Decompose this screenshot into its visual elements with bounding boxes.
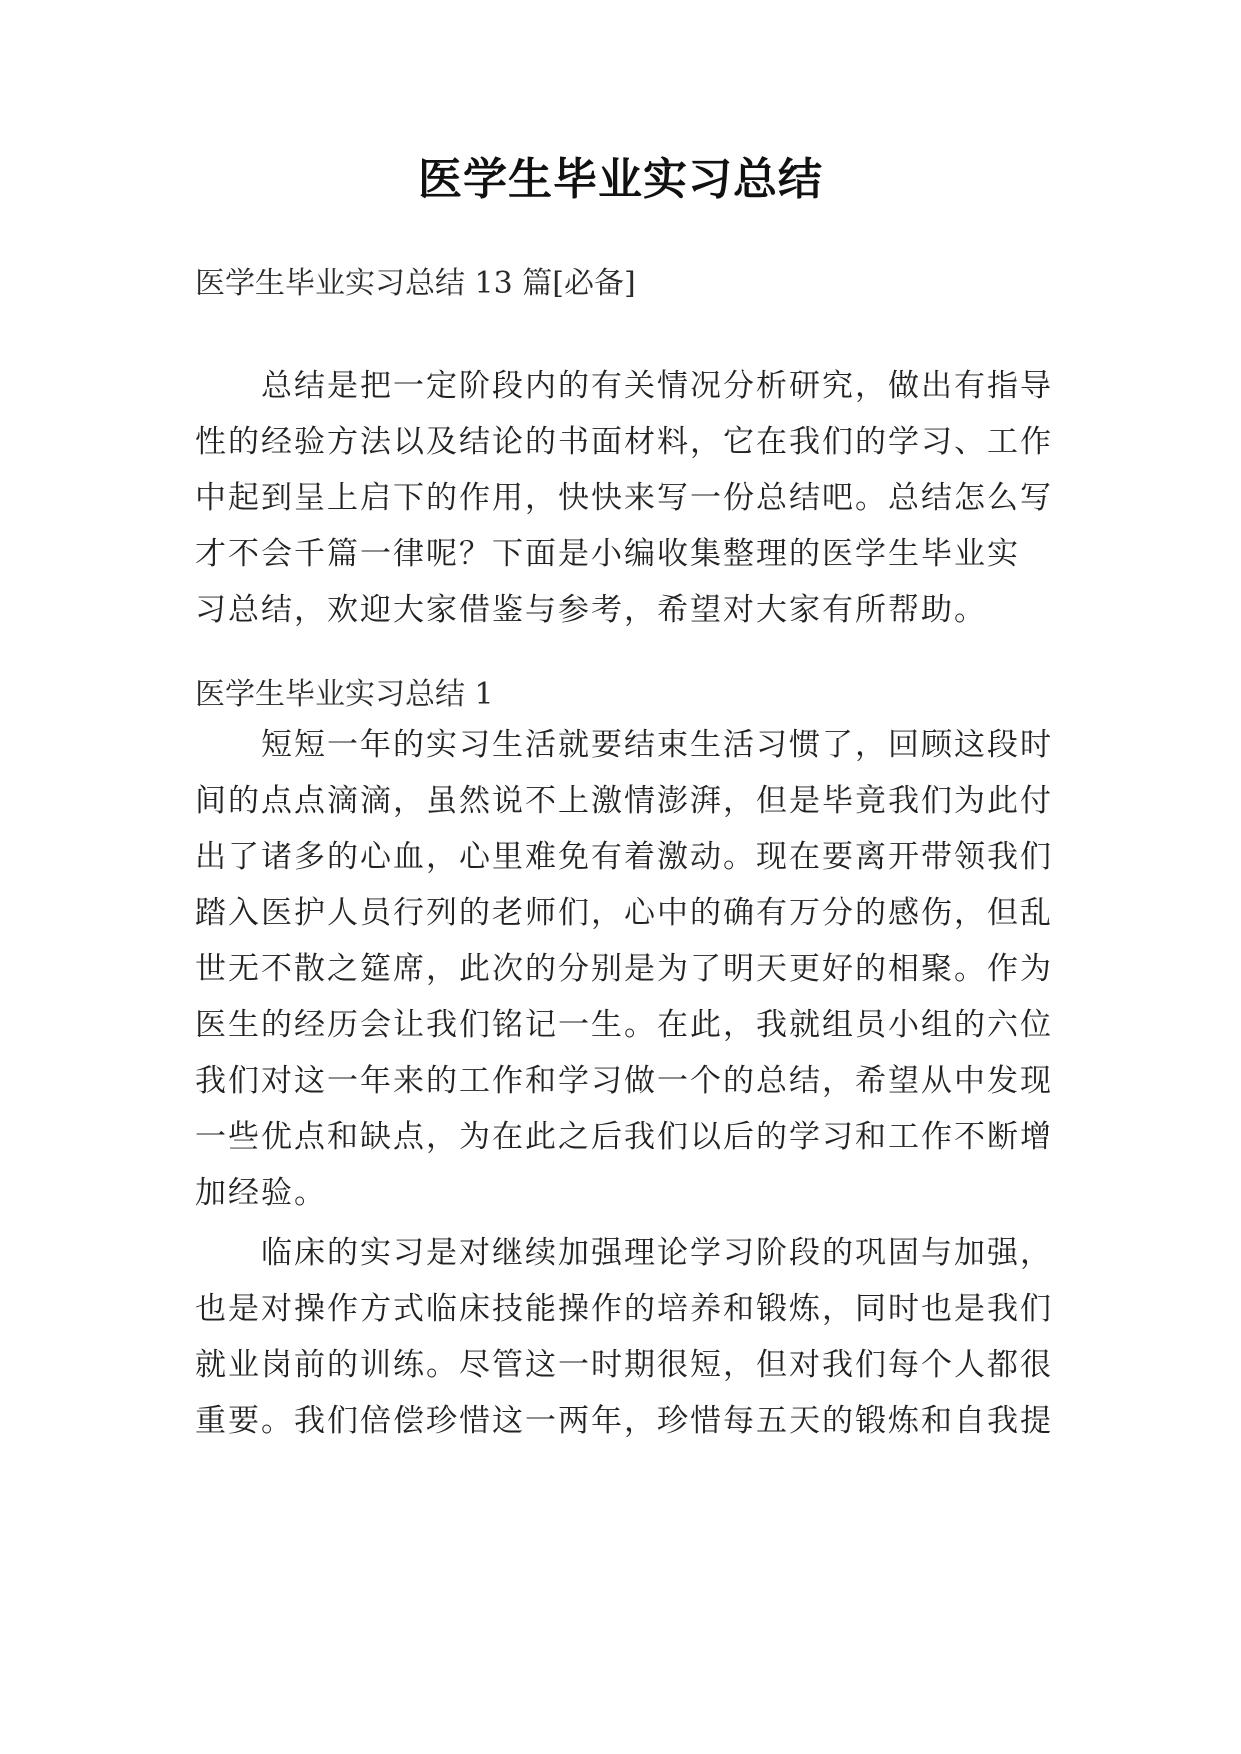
paragraph-line: 习总结，欢迎大家借鉴与参考，希望对大家有所帮助。 (195, 592, 987, 628)
paragraph-line: 重要。我们倍偿珍惜这一两年，珍惜每五天的锻炼和自我提 (195, 1403, 1053, 1439)
paragraph-line: 世无不散之筵席，此次的分别是为了明天更好的相聚。作为 (195, 951, 1053, 987)
paragraph-line: 一些优点和缺点，为在此之后我们以后的学习和工作不断增 (195, 1119, 1053, 1155)
paragraph-line: 也是对操作方式临床技能操作的培养和锻炼，同时也是我们 (195, 1291, 1053, 1327)
paragraph-line: 短短一年的实习生活就要结束生活习惯了，回顾这段时 (195, 727, 1053, 763)
section1-paragraph-2 (195, 1225, 1055, 1449)
paragraph-line: 加经验。 (195, 1175, 327, 1211)
paragraph-line: 就业岗前的训练。尽管这一时期很短，但对我们每个人都很 (195, 1347, 1053, 1383)
paragraph-line: 出了诸多的心血，心里难免有着激动。现在要离开带领我们 (195, 839, 1053, 875)
paragraph-line: 才不会千篇一律呢？下面是小编收集整理的医学生毕业实 (195, 536, 1020, 572)
paragraph-line: 间的点点滴滴，虽然说不上激情澎湃，但是毕竟我们为此付 (195, 783, 1053, 819)
paragraph-line: 我们对这一年来的工作和学习做一个的总结，希望从中发现 (195, 1063, 1053, 1099)
paragraph-line: 临床的实习是对继续加强理论学习阶段的巩固与加强， (195, 1235, 1053, 1271)
paragraph-line: 中起到呈上启下的作用，快快来写一份总结吧。总结怎么写 (195, 480, 1053, 516)
paragraph-line: 医生的经历会让我们铭记一生。在此，我就组员小组的六位 (195, 1007, 1053, 1043)
paragraph-line: 总结是把一定阶段内的有关情况分析研究，做出有指导 (195, 368, 1053, 404)
section1-paragraph-1 (195, 717, 1055, 1221)
paragraph-line: 性的经验方法以及结论的书面材料，它在我们的学习、工作 (195, 424, 1053, 460)
section-heading: 医学生毕业实习总结 1 (195, 677, 494, 712)
document-subtitle: 医学生毕业实习总结 13 篇[必备] (195, 266, 636, 301)
intro-paragraph (195, 358, 1055, 638)
paragraph-line: 踏入医护人员行列的老师们，心中的确有万分的感伤，但乱 (195, 895, 1053, 931)
document-title: 医学生毕业实习总结 (418, 154, 823, 205)
